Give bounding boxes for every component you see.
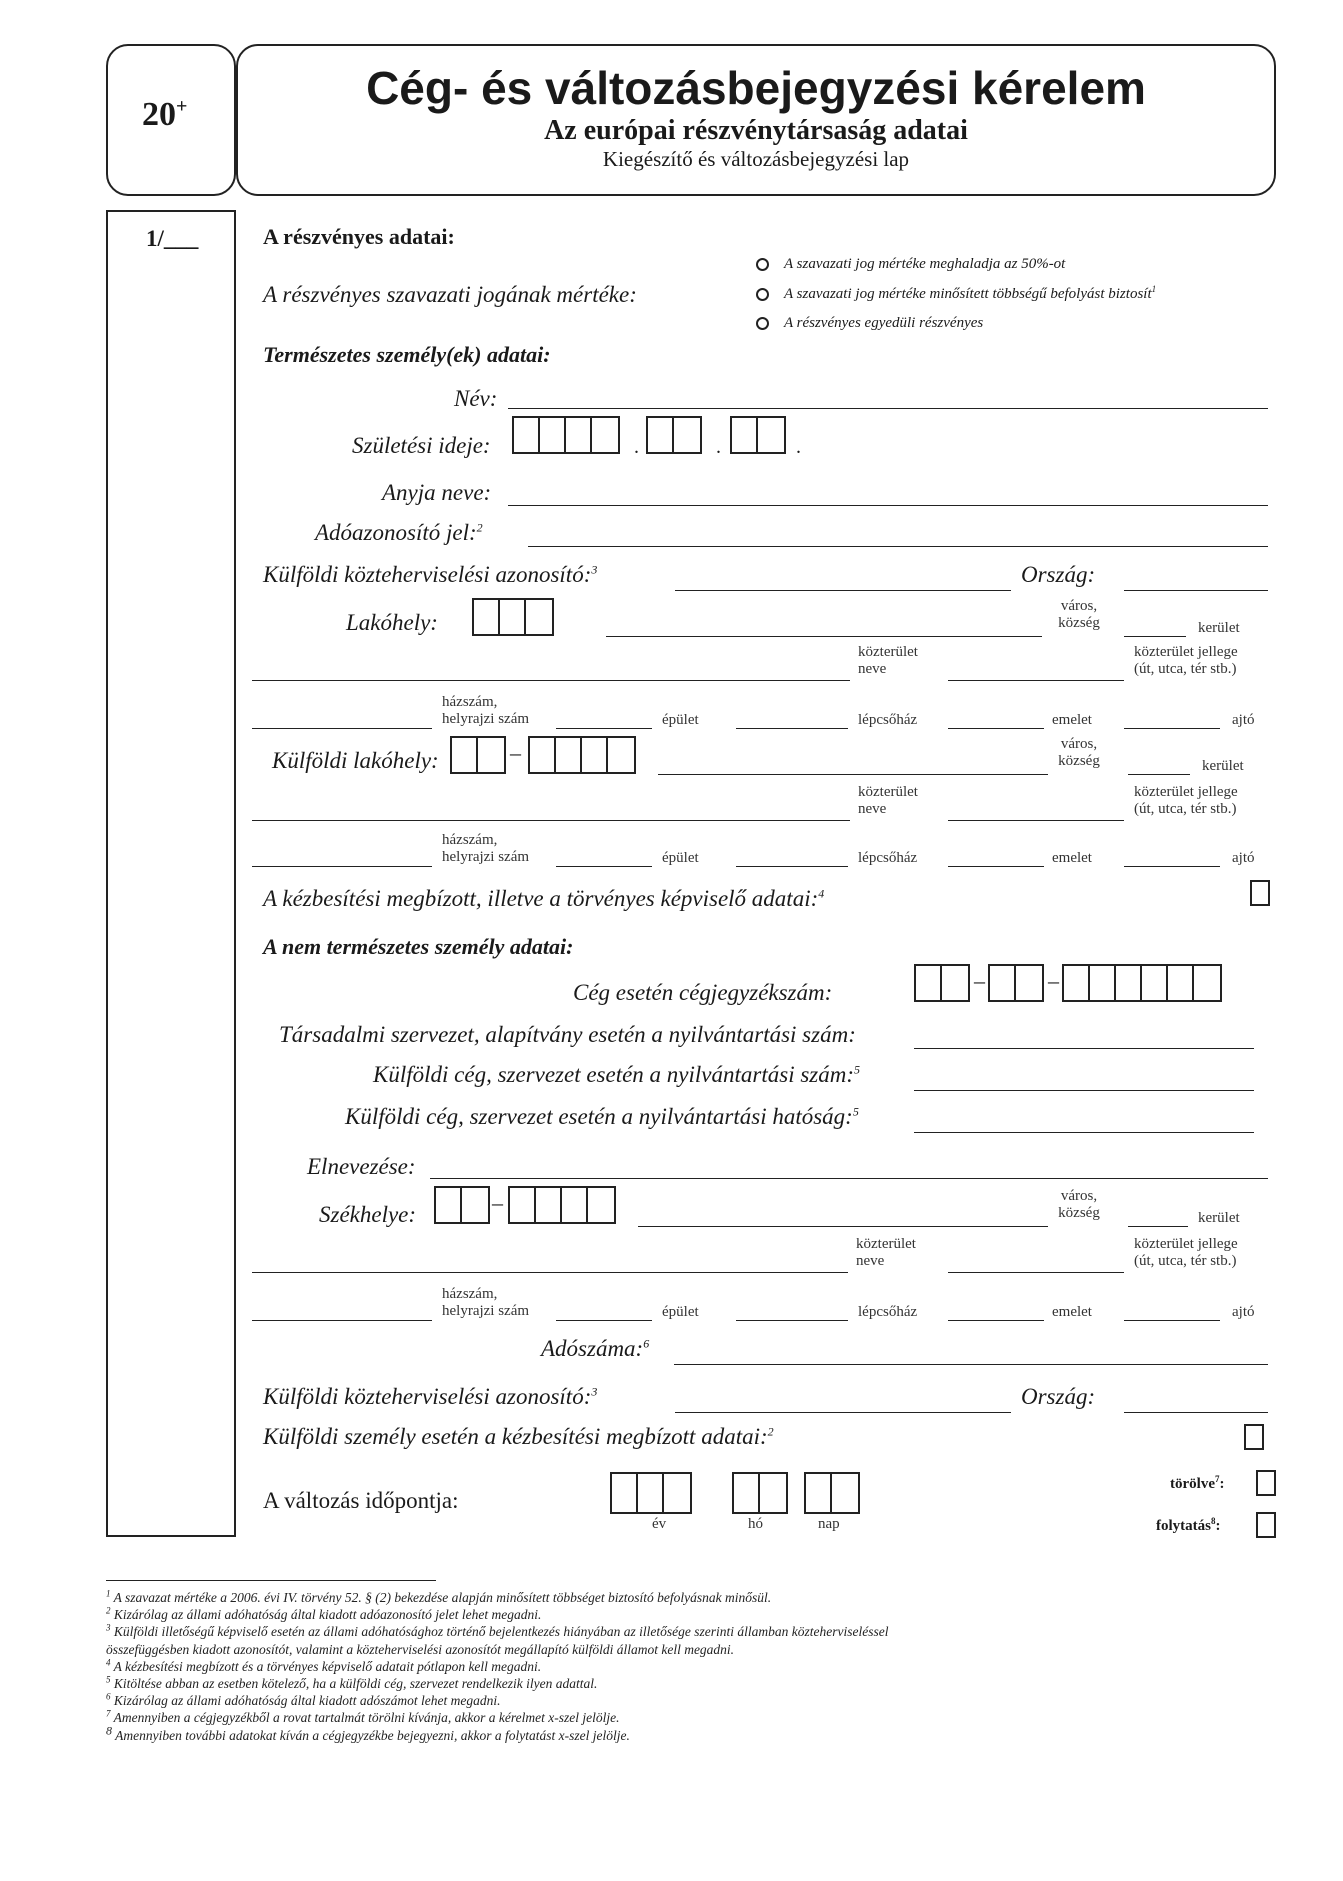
seat-house-field[interactable] (252, 1320, 432, 1321)
foreign-door-field[interactable] (1124, 866, 1220, 867)
residence-label: Lakóhely: (346, 610, 438, 635)
option-qualified (784, 286, 1156, 303)
birth-year-cells[interactable] (512, 416, 620, 454)
foreign-door-caption: ajtó (1232, 850, 1255, 866)
continued-label: folytatás$^8$: (1156, 1516, 1221, 1534)
legal-country-field[interactable] (1124, 1412, 1268, 1413)
staircase-field[interactable] (736, 728, 848, 729)
foreign-city-caption-1: város, (1060, 736, 1098, 752)
seat-door-field[interactable] (1124, 1320, 1220, 1321)
radio-majority[interactable] (756, 258, 769, 271)
seat-floor-caption: emelet (1052, 1304, 1092, 1320)
option-qualified-text: A szavazati jog mértéke minősített többségű befolyást biztosít (784, 286, 1152, 302)
dash: – (510, 740, 521, 765)
foreign-city-caption (1034, 736, 1124, 770)
foreign-staircase-caption: lépcsőház (858, 850, 918, 866)
foreign-tax-id-text: Külföldi közteherviselési azonosító: (263, 562, 592, 587)
dot: . (796, 436, 801, 458)
tax-no-field[interactable] (674, 1364, 1268, 1365)
door-field[interactable] (1124, 728, 1220, 729)
dash: – (492, 1190, 503, 1215)
foreign-building-caption: épület (662, 850, 699, 866)
country-label: Ország: (1021, 562, 1096, 587)
tax-id-label (315, 520, 483, 546)
agent-text: A kézbesítési megbízott, illetve a törvényes képviselő adatai: (263, 886, 819, 911)
radio-sole[interactable] (756, 317, 769, 330)
voting-rights-label: A részvényes szavazati jogának mértéke: (263, 282, 637, 307)
foreign-auth-field[interactable] (914, 1132, 1254, 1133)
deleted-text: törölve (1170, 1476, 1215, 1492)
building-caption: épület (662, 712, 699, 728)
day-caption: nap (818, 1516, 840, 1532)
footnote-7: $^7$ Amennyiben a cégjegyzékből a rovat tartalmát törölni kívánja, akkor a kérelmet x-szel jelölje. (106, 1708, 620, 1726)
foreign-country-code-cells[interactable] (450, 736, 506, 774)
tax-no-label (541, 1336, 649, 1362)
seat-city-field[interactable] (638, 1226, 1048, 1227)
foreign-reg-field[interactable] (914, 1090, 1254, 1091)
district-field[interactable] (1124, 636, 1186, 637)
foreign-agent-text: Külföldi személy esetén a kézbesítési megbízott adatai: (263, 1424, 768, 1449)
seat-house-caption-1: házszám, (442, 1286, 498, 1302)
street-caption-1: közterület (858, 644, 918, 660)
foreign-reg-label (373, 1062, 860, 1088)
seat-staircase-field[interactable] (736, 1320, 848, 1321)
footnotes (106, 1589, 1276, 1744)
shareholder-heading: A részvényes adatai: (263, 224, 455, 249)
street-field[interactable] (252, 680, 850, 681)
foreign-city-field[interactable] (658, 774, 1048, 775)
street-type-field[interactable] (948, 680, 1124, 681)
change-date-label: A változás időpontja: (263, 1488, 459, 1513)
street-type-caption-2: (út, utca, tér stb.) (1134, 661, 1237, 677)
birth-day-cells[interactable] (730, 416, 786, 454)
name-label: Név: (454, 386, 498, 411)
seat-street-caption-2: neve (856, 1253, 885, 1269)
seat-country-cells[interactable] (434, 1186, 490, 1224)
row-number-column (106, 210, 236, 1537)
footnote-1: $^1$ A szavazat mértéke a 2006. évi IV. törvény 52. § (2) bekezdése alapján minősített többséget biztosító befolyásnak minősül. (106, 1588, 772, 1605)
foreign-tax-id-sup: 3 (591, 562, 598, 577)
legal-country-label: Ország: (1021, 1384, 1096, 1409)
natural-heading: Természetes személy(ek) adatai: (263, 342, 551, 367)
door-caption: ajtó (1232, 712, 1255, 728)
seat-street-type-field[interactable] (948, 1272, 1124, 1273)
foreign-street-type-field[interactable] (948, 820, 1124, 821)
deleted-sup: 7 (1214, 1474, 1220, 1484)
form-subtitle: Az európai részvénytársaság adatai (544, 115, 968, 146)
continued-checkbox[interactable] (1256, 1512, 1276, 1538)
birth-month-cells[interactable] (646, 416, 702, 454)
tax-id-text: Adóazonosító jel: (315, 520, 477, 545)
foreign-auth-sup: 5 (852, 1104, 859, 1119)
foreign-city-caption-2: község (1058, 753, 1100, 769)
street-caption (858, 644, 918, 678)
seat-street-type-caption (1134, 1236, 1238, 1270)
reg-no-type-cells[interactable] (988, 964, 1044, 1002)
continued-sup: 8 (1211, 1516, 1216, 1526)
change-year-cells[interactable] (610, 1472, 692, 1514)
civil-reg-field[interactable] (914, 1048, 1254, 1049)
footnote-3: $^3$ Külföldi illetőségű képviselő esetén az állami adóhatósághoz történő bejelentkezés hiányában az illetősége szerinti államban közteherviseléssel (106, 1622, 889, 1640)
foreign-reg-text: Külföldi cég, szervezet esetén a nyilvántartási szám: (373, 1062, 855, 1087)
reg-no-label: Cég esetén cégjegyzékszám: (573, 980, 833, 1005)
footnote-5: $^5$ Kitöltése abban az esetben kötelező, ha a külföldi cég, szervezet rendelkezik ilyen adattal. (106, 1674, 598, 1692)
foreign-house-caption-2: helyrajzi szám (442, 849, 530, 865)
seat-city-caption (1034, 1188, 1124, 1222)
change-day-cells[interactable] (804, 1472, 860, 1514)
legal-foreign-tax-id-field[interactable] (675, 1412, 1011, 1413)
footnote-8: $^8$ Amennyiben további adatokat kíván a cégjegyzékbe bejegyezni, akkor a folytatást x-szel jelölje. (106, 1723, 630, 1743)
street-type-caption (1134, 644, 1238, 678)
dash: – (1048, 968, 1059, 993)
legal-heading: A nem természetes személy adatai: (263, 934, 574, 959)
form-number (142, 96, 187, 134)
house-caption-1: házszám, (442, 694, 498, 710)
street-type-caption-1: közterület jellege (1134, 644, 1238, 660)
mother-name-label: Anyja neve: (382, 480, 492, 505)
seat-district-caption: kerület (1198, 1210, 1240, 1226)
foreign-reg-sup: 5 (854, 1062, 861, 1077)
dot: . (716, 436, 721, 458)
foreign-staircase-field[interactable] (736, 866, 848, 867)
deleted-checkbox[interactable] (1256, 1470, 1276, 1496)
tax-id-sup: 2 (476, 520, 483, 535)
city-caption (1034, 598, 1124, 632)
district-caption: kerület (1198, 620, 1240, 636)
seat-street-field[interactable] (252, 1272, 848, 1273)
title-block (236, 62, 1276, 170)
legal-foreign-tax-id-sup: 3 (591, 1384, 598, 1399)
seat-street-type-caption-1: közterület jellege (1134, 1236, 1238, 1252)
agent-checkbox[interactable] (1250, 880, 1270, 906)
staircase-caption: lépcsőház (858, 712, 918, 728)
floor-caption: emelet (1052, 712, 1092, 728)
foreign-street-type-caption (1134, 784, 1238, 818)
foreign-building-field[interactable] (556, 866, 652, 867)
legal-foreign-tax-id-label (263, 1384, 597, 1410)
footnote-6: $^6$ Kizárólag az állami adóhatóság által kiadott adószámot lehet megadni. (106, 1691, 501, 1709)
reg-no-serial-cells[interactable] (1062, 964, 1222, 1002)
reg-no-court-cells[interactable] (914, 964, 970, 1002)
city-caption-2: község (1058, 615, 1100, 631)
foreign-district-caption: kerület (1202, 758, 1244, 774)
agent-label (263, 886, 824, 912)
building-field[interactable] (556, 728, 652, 729)
footnote-2: $^2$ Kizárólag az állami adóhatóság által kiadott adóazonosító jelet lehet megadni. (106, 1605, 542, 1623)
street-caption-2: neve (858, 661, 887, 677)
name-field[interactable] (508, 408, 1268, 409)
form-subtitle2: Kiegészítő és változásbejegyzési lap (602, 147, 910, 171)
option-sole: A részvényes egyedüli részvényes (784, 315, 984, 331)
seat-street-caption (856, 1236, 916, 1270)
seat-street-caption-1: közterület (856, 1236, 916, 1252)
foreign-floor-caption: emelet (1052, 850, 1092, 866)
foreign-district-field[interactable] (1128, 774, 1190, 775)
house-caption-2: helyrajzi szám (442, 711, 530, 727)
house-field[interactable] (252, 728, 432, 729)
seat-district-field[interactable] (1128, 1226, 1188, 1227)
house-caption (442, 694, 529, 728)
entity-name-label: Elnevezése: (307, 1154, 416, 1179)
city-field[interactable] (606, 636, 1042, 637)
foreign-postcode-cells[interactable] (528, 736, 636, 774)
foreign-floor-field[interactable] (948, 866, 1044, 867)
row-number: 1/___ (146, 226, 199, 251)
seat-postcode-cells[interactable] (508, 1186, 616, 1224)
legal-foreign-tax-id-text: Külföldi közteherviselési azonosító: (263, 1384, 592, 1409)
foreign-street-field[interactable] (252, 820, 850, 821)
foreign-street-type-caption-1: közterület jellege (1134, 784, 1238, 800)
seat-door-caption: ajtó (1232, 1304, 1255, 1320)
form-number-sup: + (176, 95, 188, 118)
foreign-street-caption-1: közterület (858, 784, 918, 800)
seat-house-caption-2: helyrajzi szám (442, 1303, 530, 1319)
foreign-auth-label (345, 1104, 859, 1130)
dot: . (634, 436, 639, 458)
tax-no-text: Adószáma: (541, 1336, 644, 1361)
seat-city-caption-2: község (1058, 1205, 1100, 1221)
foreign-street-type-caption-2: (út, utca, tér stb.) (1134, 801, 1237, 817)
month-caption: hó (748, 1516, 763, 1532)
foreign-auth-text: Külföldi cég, szervezet esetén a nyilvántartási hatóság: (345, 1104, 853, 1129)
footnote-4: $^4$ A kézbesítési megbízott és a törvényes képviselő adatait pótlapon kell megadni. (106, 1657, 542, 1674)
foreign-agent-checkbox[interactable] (1244, 1424, 1264, 1450)
foreign-agent-sup: 2 (767, 1424, 774, 1439)
foreign-tax-id-label (263, 562, 597, 588)
floor-field[interactable] (948, 728, 1044, 729)
year-caption: év (652, 1516, 667, 1532)
seat-floor-field[interactable] (948, 1320, 1044, 1321)
foreign-house-caption-1: házszám, (442, 832, 498, 848)
continued-text: folytatás (1156, 1518, 1211, 1534)
foreign-street-caption (858, 784, 918, 818)
seat-building-field[interactable] (556, 1320, 652, 1321)
city-caption-1: város, (1060, 598, 1098, 614)
option-majority: A szavazati jog mértéke meghaladja az 50%-ot (784, 256, 1066, 272)
radio-qualified[interactable] (756, 288, 769, 301)
dash: – (974, 968, 985, 993)
civil-reg-label: Társadalmi szervezet, alapítvány esetén a nyilvántartási szám: (279, 1022, 856, 1047)
foreign-house-caption (442, 832, 529, 866)
seat-label: Székhelye: (319, 1202, 417, 1227)
agent-sup: 4 (818, 886, 825, 901)
form-number-value: 20 (142, 96, 176, 133)
birth-date-label: Születési ideje: (352, 433, 491, 458)
foreign-street-caption-2: neve (858, 801, 887, 817)
tax-no-sup: 6 (643, 1336, 650, 1351)
foreign-residence-label: Külföldi lakóhely: (272, 748, 439, 773)
seat-city-caption-1: város, (1060, 1188, 1098, 1204)
foreign-tax-id-field[interactable] (675, 590, 1011, 591)
seat-street-type-caption-2: (út, utca, tér stb.) (1134, 1253, 1237, 1269)
foreign-agent-label (263, 1424, 774, 1450)
entity-name-field[interactable] (430, 1178, 1268, 1179)
seat-house-caption (442, 1286, 529, 1320)
foreign-house-field[interactable] (252, 866, 432, 867)
form-title: Cég- és változásbejegyzési kérelem (366, 62, 1146, 114)
seat-building-caption: épület (662, 1304, 699, 1320)
mother-name-field[interactable] (508, 505, 1268, 506)
deleted-label: törölve$^7$: (1170, 1474, 1225, 1492)
change-month-cells[interactable] (732, 1472, 788, 1514)
option-qualified-sup: 1 (1151, 284, 1157, 294)
footnote-3-cont: összefüggésben kiadott azonosítót, valamint a közteherviselési azonosítót megállapító külföldi államot kell megadni. (106, 1641, 735, 1657)
postcode-cells[interactable] (472, 598, 554, 636)
tax-id-field[interactable] (528, 546, 1268, 547)
footnote-separator (106, 1580, 436, 1581)
seat-staircase-caption: lépcsőház (858, 1304, 918, 1320)
country-field[interactable] (1124, 590, 1268, 591)
